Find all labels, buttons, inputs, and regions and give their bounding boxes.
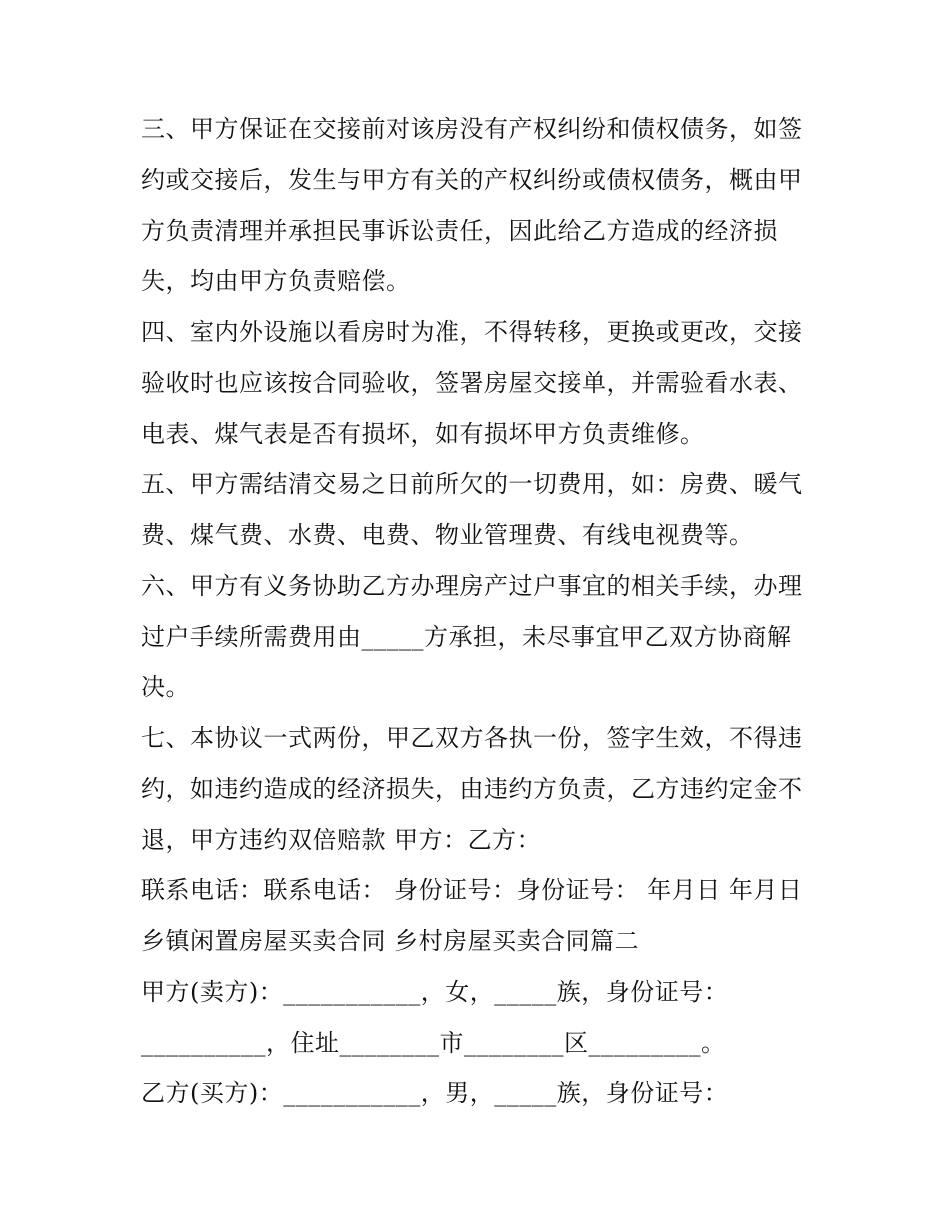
clause-3-line-2: 约或交接后，发生与甲方有关的产权纠纷或债权债务，概由甲 (141, 166, 803, 194)
party-a-line-2: __________，住址________市________区_________。 (141, 1029, 726, 1057)
clause-7-line-1: 七、本协议一式两份，甲乙双方各执一份，签字生效，不得违 (141, 724, 803, 752)
clause-5-line-1: 五、甲方需结清交易之日前所欠的一切费用，如：房费、暖气 (141, 470, 803, 498)
section-heading: 乡镇闲置房屋买卖合同 乡村房屋买卖合同篇二 (141, 927, 640, 955)
clause-3-line-4: 失，均由甲方负责赔偿。 (141, 267, 411, 295)
clause-7-line-3: 退，甲方违约双倍赔款 甲方：乙方： (141, 826, 542, 854)
clause-6-line-3: 决。 (141, 673, 190, 701)
clause-3-line-3: 方负责清理并承担民事诉讼责任，因此给乙方造成的经济损 (141, 217, 778, 245)
clause-4-line-1: 四、室内外设施以看房时为准，不得转移，更换或更改，交接 (141, 318, 803, 346)
clause-4-line-3: 电表、煤气表是否有损坏，如有损坏甲方负责维修。 (141, 420, 705, 448)
clause-7-line-2: 约，如违约造成的经济损失，由违约方负责，乙方违约定金不 (141, 775, 803, 803)
contact-line: 联系电话：联系电话： 身份证号：身份证号： 年月日 年月日 (141, 876, 803, 904)
clause-4-line-2: 验收时也应该按合同验收，签署房屋交接单，并需验看水表、 (141, 369, 803, 397)
clause-3-line-1: 三、甲方保证在交接前对该房没有产权纠纷和债权债务，如签 (141, 115, 803, 143)
party-a-line-1: 甲方(卖方)：___________，女，_____族，身份证号： (141, 978, 729, 1006)
clause-6-line-2: 过户手续所需费用由_____方承担，未尽事宜甲乙双方协商解 (141, 623, 792, 651)
clause-5-line-2: 费、煤气费、水费、电费、物业管理费、有线电视费等。 (141, 521, 754, 549)
party-b-line-1: 乙方(买方)：___________，男，_____族，身份证号： (141, 1079, 729, 1107)
clause-6-line-1: 六、甲方有义务协助乙方办理房产过户事宜的相关手续，办理 (141, 572, 803, 600)
